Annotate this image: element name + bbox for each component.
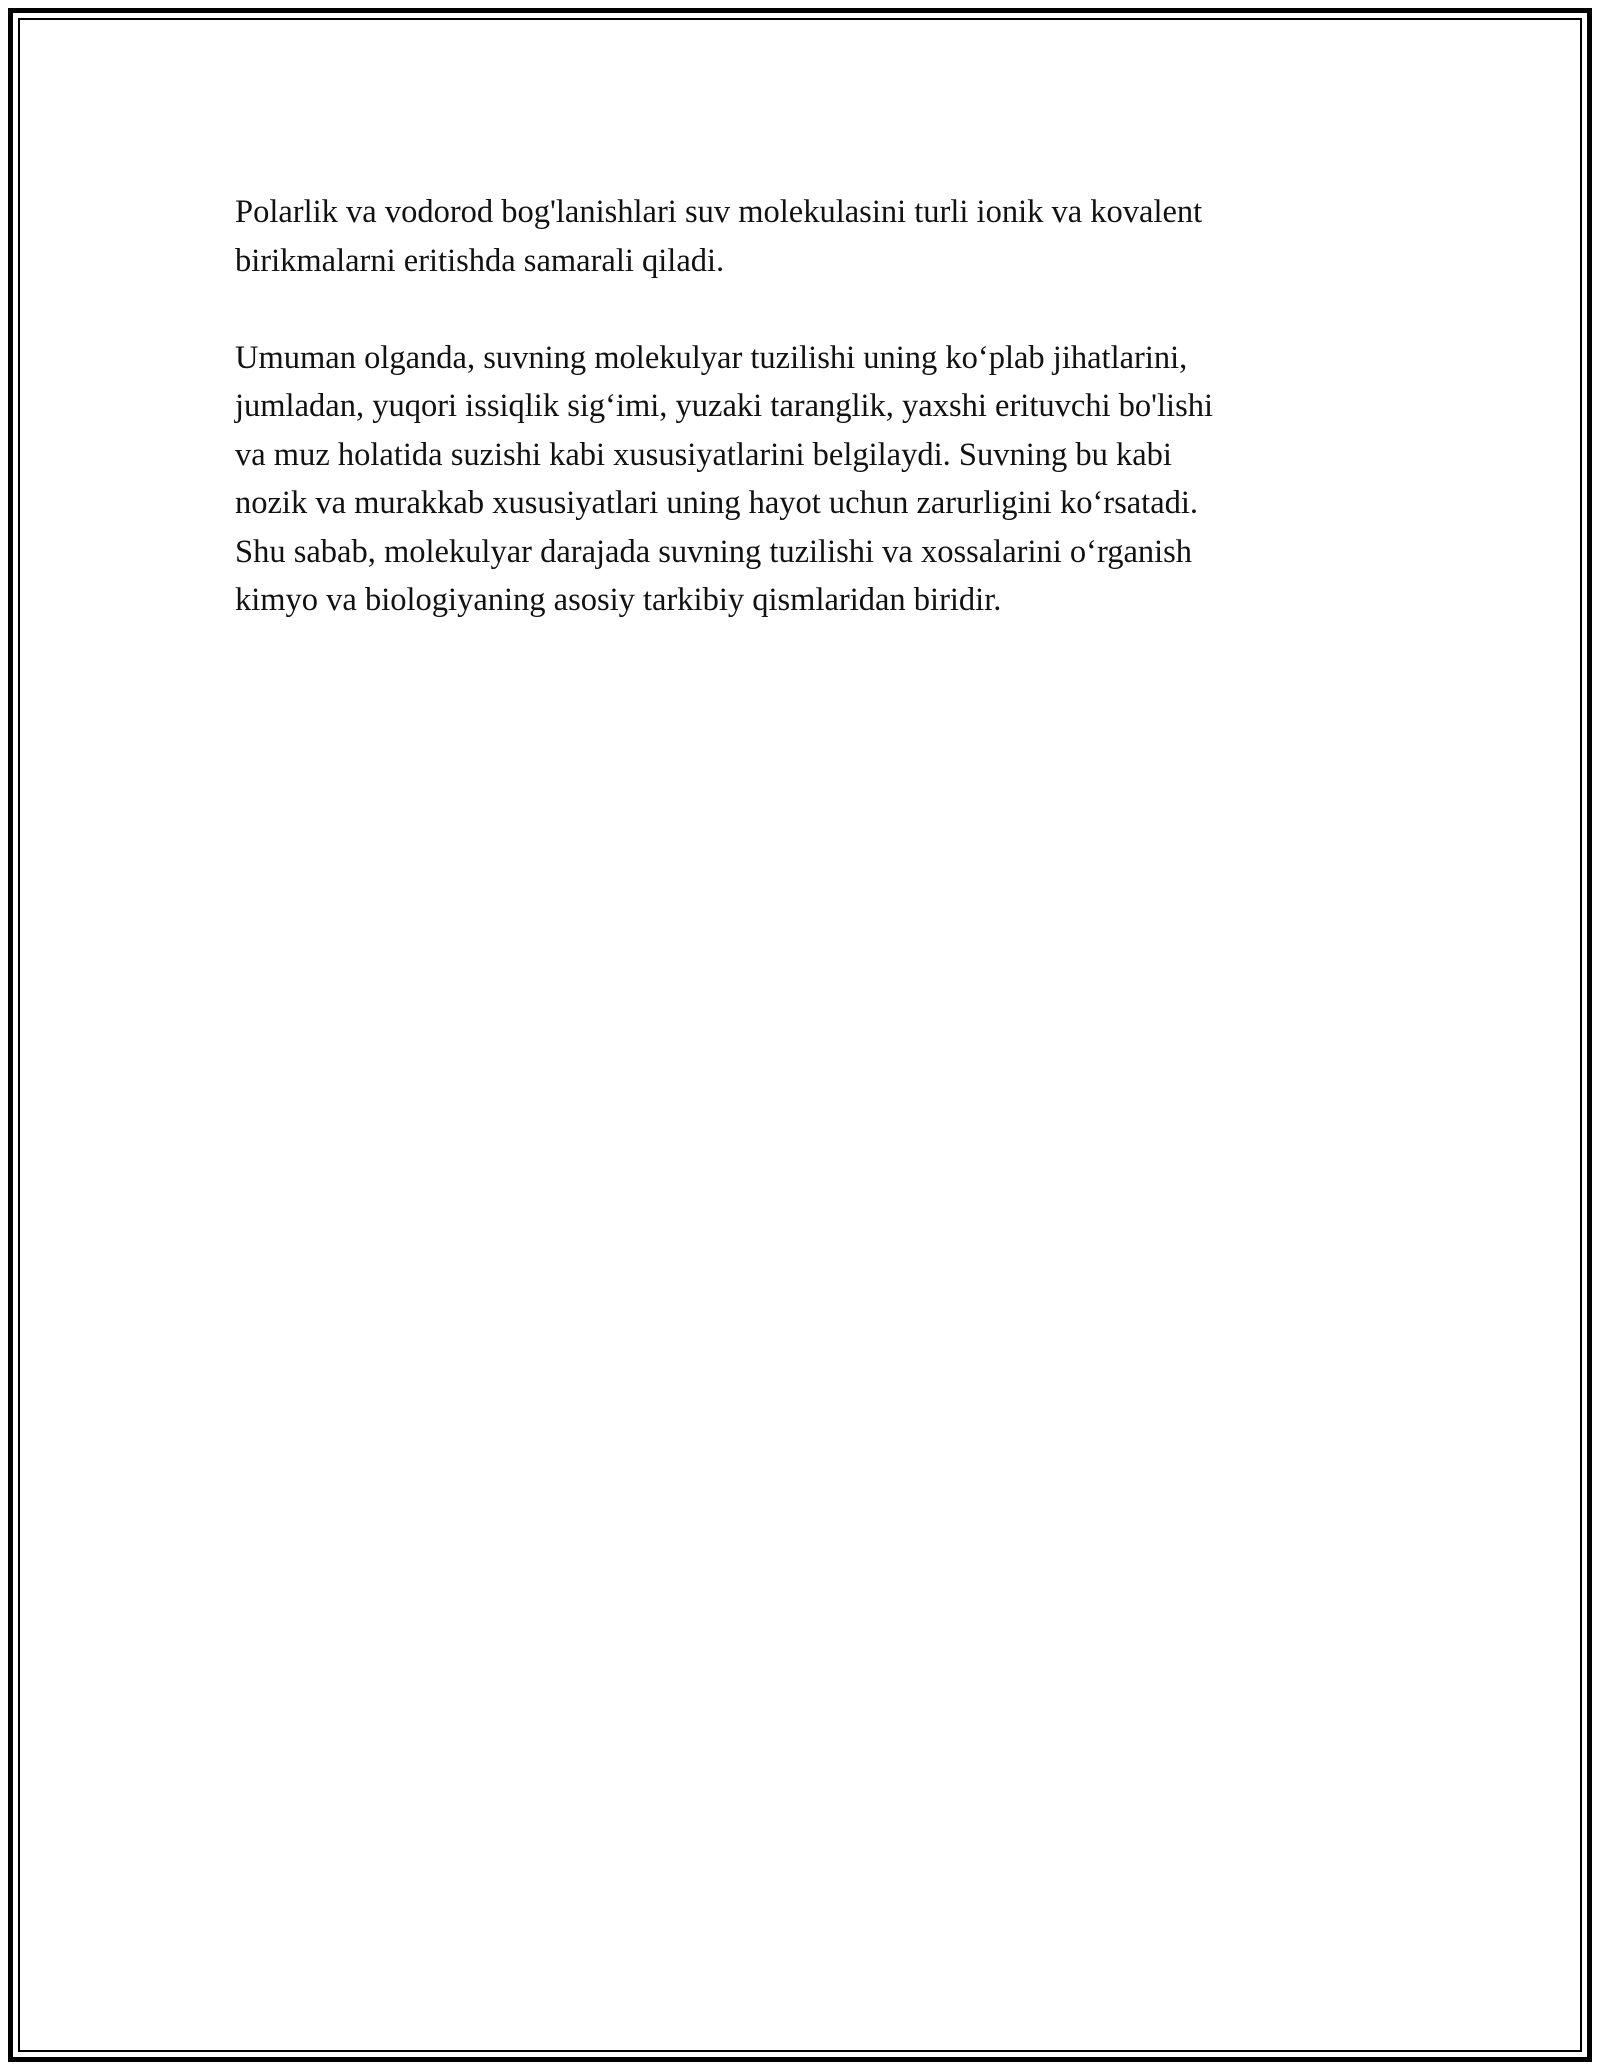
text-line: birikmalarni eritishda samarali qiladi.	[235, 242, 725, 279]
text-line: va muz holatida suzishi kabi xususiyatlarini belgilaydi. Suvning bu kabi	[235, 436, 1172, 473]
paragraph-summary	[235, 334, 1365, 625]
text-line: kimyo va biologiyaning asosiy tarkibiy qismlaridan biridir.	[235, 582, 1002, 618]
text-line: Polarlik va vodorod bog'lanishlari suv molekulasini turli ionik va kovalent	[235, 194, 1203, 230]
text-line: nozik va murakkab xususiyatlari uning hayot uchun zarurligini koʻrsatadi.	[235, 485, 1199, 521]
paragraph-polarity	[235, 188, 1365, 285]
document-body	[235, 188, 1365, 673]
text-line: Shu sabab, molekulyar darajada suvning tuzilishi va xossalarini oʻrganish	[235, 533, 1193, 570]
text-line: Umuman olganda, suvning molekulyar tuzilishi uning koʻplab jihatlarini,	[235, 339, 1188, 376]
text-line: jumladan, yuqori issiqlik sigʻimi, yuzaki taranglik, yaxshi erituvchi bo'lishi	[235, 388, 1214, 424]
